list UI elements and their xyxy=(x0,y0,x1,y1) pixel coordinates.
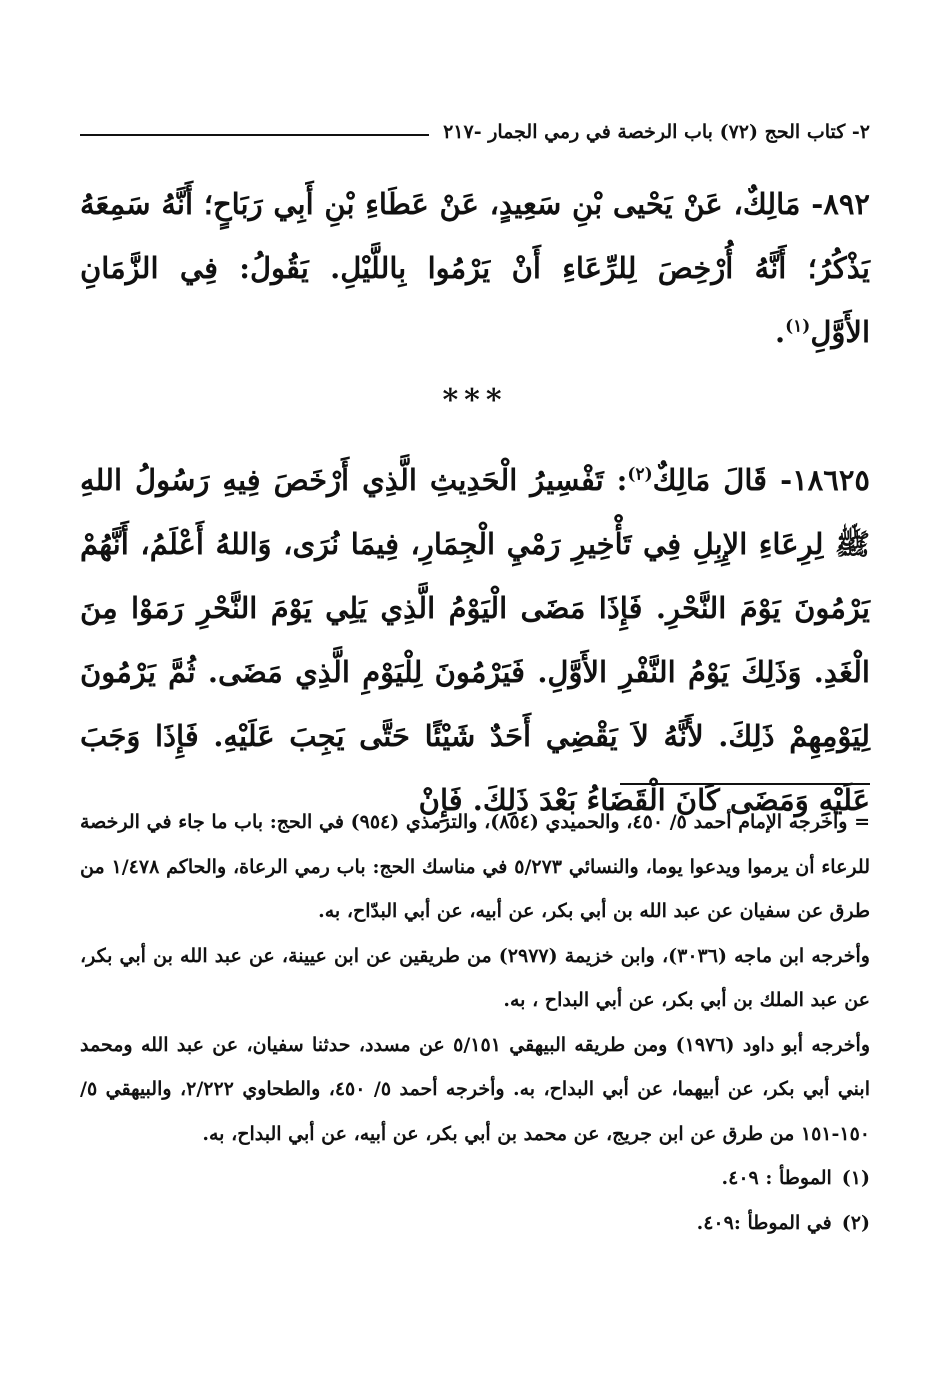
book-page xyxy=(80,0,870,1373)
footnote-text: في الموطأ :٤٠٩. xyxy=(696,1211,832,1234)
commentary-18625 xyxy=(80,448,870,832)
footnote-1 xyxy=(80,1156,870,1201)
footnote-paragraph: وأخرجه أبو داود (١٩٧٦) ومن طريقه البيهقي ٥/١٥١ عن مسدد، حدثنا سفيان، عن عبد الله ومحمد ابني أبي بكر، عن أبيهما، عن أبي البداح، به. وأخرجه أحمد ٥/ ٤٥٠، والطحاوي ٢/٢٢٢، والبيهقي ٥/ ١٥٠-١٥١ من طرق عن ابن جريج، عن محمد بن أبي بكر، عن أبيه، عن أبي البداح، به. xyxy=(80,1033,870,1145)
footnote-marker: (١) xyxy=(841,1167,870,1189)
header-rule xyxy=(80,134,429,136)
hadith-end: . xyxy=(774,315,786,349)
footnote-marker: (٢) xyxy=(841,1211,870,1234)
running-header xyxy=(80,112,870,152)
commentary-number: ١٨٦٢٥- xyxy=(780,463,870,497)
hadith-text: مَالِكٌ، عَنْ يَحْيى بْنِ سَعِيدٍ، عَنْ عَطَاءِ بْنِ أَبِي رَبَاحٍ؛ أَنَّهُ سَمِعَهُ يَذْكُرُ؛ أَنَّهُ أُرْخِصَ لِلرِّعَاءِ أَنْ يَرْمُوا بِاللَّيْلِ. يَقُولُ: فِي الزَّمَانِ الأَوَّلِ xyxy=(80,187,870,349)
commentary-text: : تَفْسِيرُ الْحَدِيثِ الَّذِي أَرْخَصَ فِيهِ رَسُولُ اللهِ ﷺ لِرِعَاءِ الإِبِلِ فِي تَأْخِيرِ رَمْيِ الْجِمَارِ، فِيمَا نُرَى، وَاللهُ أَعْلَمُ، أَنَّهُمْ يَرْمُونَ يَوْمَ النَّحْرِ. فَإِذَا مَضَى الْيَوْمُ الَّذِي يَلِي يَوْمَ النَّحْرِ رَمَوْا مِنَ الْغَدِ. وَذَلِكَ يَوْمُ النَّفْرِ الأَوَّلِ. فَيَرْمُونَ لِلْيَوْمِ الَّذِي مَضَى. ثُمَّ يَرْمُونَ لِيَوْمِهِمْ ذَلِكَ. لأَنَّهُ لاَ يَقْضِي أَحَدٌ شَيْئًا حَتَّى يَجِبَ عَلَيْهِ. فَإِذَا وَجَبَ عَلَيْهِ وَمَضَى كَانَ الْقَضَاءُ بَعْدَ ذَلِكَ. فَإِنْ xyxy=(80,463,870,817)
hadith-892 xyxy=(80,172,870,364)
footnote-paragraph: = وأخرجه الإمام أحمد ٥/ ٤٥٠، والحميدي (٨٥٤)، والترمذي (٩٥٤) في الحج: باب ما جاء في الرخصة للرعاء أن يرموا ويدعوا يوما، والنسائي ٥/٢٧٣ في مناسك الحج: باب رمي الرعاة، والحاكم ١/٤٧٨ من طرق عن سفيان عن عبد الله بن أبي بكر، عن أبيه، عن أبي البدّاح، به. xyxy=(80,811,870,922)
footnote-ref-2: (٢) xyxy=(627,464,653,485)
footnote-2 xyxy=(80,1201,870,1246)
commentary-lead: قَالَ مَالِكٌ xyxy=(652,463,768,497)
footnote-rule xyxy=(620,783,870,785)
hadith-number: ٨٩٢- xyxy=(811,187,870,221)
footnote-ref-1: (١) xyxy=(785,316,811,337)
running-title: ٢- كتاب الحج (٧٢) باب الرخصة في رمي الجمار -٢١٧ xyxy=(443,121,870,143)
section-separator: *** xyxy=(442,383,508,418)
footnotes xyxy=(80,800,870,1245)
footnote-paragraph: وأخرجه ابن ماجه (٣٠٣٦)، وابن خزيمة (٢٩٧٧) من طريقين عن ابن عيينة، عن عبد الله بن أبي بكر، عن عبد الملك بن أبي بكر، عن أبي البداح ، به. xyxy=(80,944,870,1011)
footnote-text: الموطأ : ٤٠٩. xyxy=(721,1167,832,1189)
